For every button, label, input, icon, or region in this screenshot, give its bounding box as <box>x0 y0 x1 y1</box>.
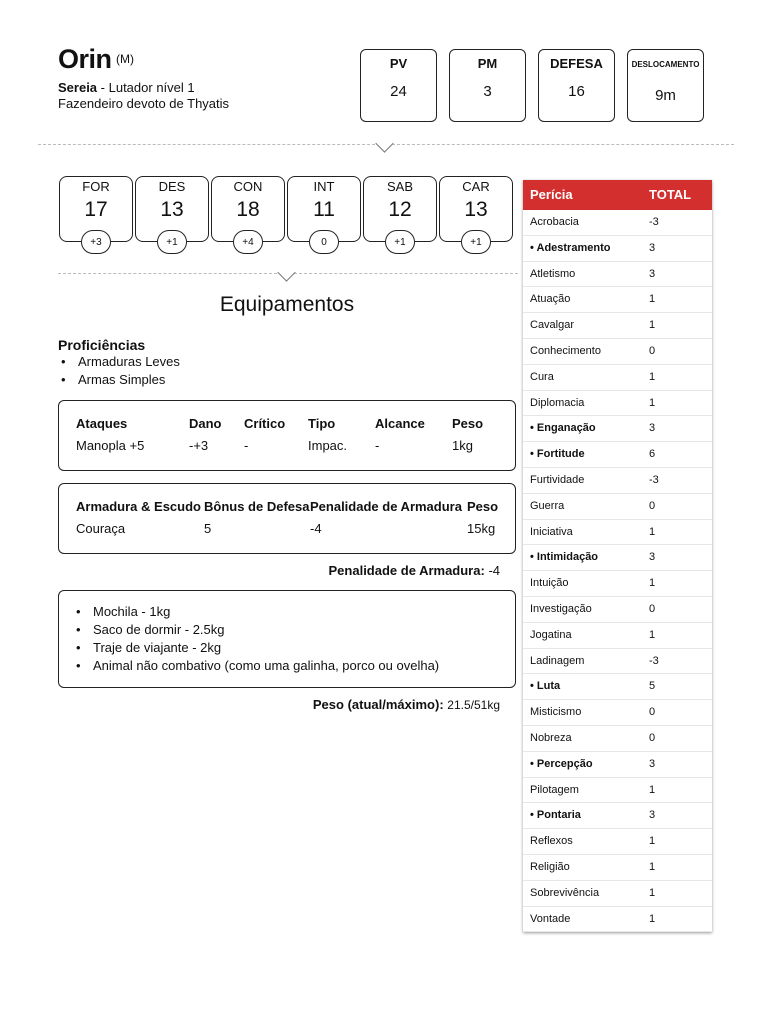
attacks-header: Ataques <box>76 416 128 431</box>
skill-total: 0 <box>649 732 656 744</box>
character-race: Sereia <box>58 80 98 95</box>
table-cell: 15kg <box>467 521 496 536</box>
skill-name: Ladinagem <box>530 654 585 667</box>
table-cell: - <box>244 438 249 453</box>
stat-pv <box>360 49 437 122</box>
skill-name: Furtividade <box>530 474 585 486</box>
table-row <box>523 803 712 829</box>
table-row <box>523 726 712 752</box>
skill-total: 5 <box>649 680 656 693</box>
table-cell: Manopla +5 <box>76 438 145 453</box>
skill-total: 0 <box>649 499 656 512</box>
table-row <box>523 262 712 288</box>
proficiencies-list <box>58 353 180 389</box>
skill-name: Iniciativa <box>530 525 573 538</box>
skill-name: • Adestramento <box>530 241 611 254</box>
skill-total: 3 <box>649 809 656 822</box>
skill-total: 1 <box>649 396 656 409</box>
attribute-label: INT <box>313 179 335 194</box>
armor-penalty-label: Penalidade de Armadura: <box>328 563 485 578</box>
attribute-modifier: +4 <box>233 230 263 254</box>
table-row <box>523 571 712 597</box>
skill-total: 1 <box>649 293 656 306</box>
table-row <box>523 520 712 546</box>
table-row <box>523 700 712 726</box>
table-row <box>523 391 712 417</box>
skill-total: 1 <box>649 525 656 538</box>
table-row <box>523 365 712 391</box>
attribute-label: SAB <box>386 179 413 194</box>
skill-total: 3 <box>649 241 656 254</box>
attribute-car <box>439 176 513 248</box>
attribute-modifier: +3 <box>81 230 111 254</box>
skill-total: -3 <box>649 474 659 486</box>
skills-header-total: TOTAL <box>649 187 692 202</box>
table-row <box>523 829 712 855</box>
skill-name: Cura <box>530 370 554 383</box>
proficiencies-title: Proficiências <box>58 337 146 353</box>
table-row <box>523 597 712 623</box>
skill-name: Jogatina <box>530 628 572 641</box>
chevron-down-icon <box>277 263 295 281</box>
attribute-value: 13 <box>160 198 184 221</box>
attribute-value: 17 <box>84 198 108 221</box>
skill-total: 1 <box>649 861 656 873</box>
equipment-title: Equipamentos <box>219 293 355 316</box>
character-name: Orin <box>58 44 112 74</box>
stat-value: 3 <box>483 83 492 100</box>
skill-total: 1 <box>649 783 656 796</box>
skill-total: 1 <box>649 835 656 848</box>
attribute-modifier: +1 <box>157 230 187 254</box>
table-cell: Impac. <box>308 438 348 453</box>
skill-total: 1 <box>649 628 656 641</box>
stat-label: PV <box>389 56 408 71</box>
skill-name: Vontade <box>530 912 571 925</box>
table-row <box>523 778 712 804</box>
attacks-header: Crítico <box>244 416 286 431</box>
skill-total: 1 <box>649 319 656 332</box>
table-row <box>523 236 712 262</box>
attribute-sab <box>363 176 437 248</box>
skill-total: 1 <box>649 370 656 383</box>
stat-label: PM <box>477 56 498 71</box>
character-origin: Fazendeiro devoto de Thyatis <box>58 96 230 111</box>
skill-name: • Percepção <box>530 757 593 770</box>
stat-pm <box>449 49 526 122</box>
skill-name: Misticismo <box>530 706 582 719</box>
list-item: • Armas Simples <box>58 371 180 389</box>
list-item: • Saco de dormir - 2.5kg <box>73 621 439 639</box>
stat-label: DESLOCAMENTO <box>631 60 700 69</box>
carry-weight <box>313 697 500 712</box>
skill-name: • Enganação <box>530 422 596 435</box>
skill-name: • Fortitude <box>530 448 585 461</box>
skill-total: 1 <box>649 886 656 899</box>
attacks-table <box>58 400 516 471</box>
skill-name: • Intimidação <box>530 551 599 564</box>
stat-value: 9m <box>655 87 676 104</box>
table-cell: -4 <box>310 521 322 536</box>
table-cell: 1kg <box>452 438 473 453</box>
skill-name: Conhecimento <box>530 345 601 357</box>
armor-header: Armadura & Escudo <box>76 499 201 514</box>
attribute-label: DES <box>158 179 186 194</box>
attacks-header: Peso <box>452 416 484 431</box>
skill-name: Investigação <box>530 603 592 615</box>
skill-total: 3 <box>649 422 656 435</box>
table-cell: Couraça <box>76 521 126 536</box>
carry-weight-label: Peso (atual/máximo): <box>312 697 444 712</box>
table-row <box>523 339 712 365</box>
armor-table <box>58 483 516 554</box>
skills-table <box>523 180 712 932</box>
skill-name: Pilotagem <box>530 783 579 796</box>
table-row <box>523 468 712 494</box>
skill-total: 3 <box>649 757 656 770</box>
attacks-header: Tipo <box>308 416 336 431</box>
stat-defesa <box>538 49 615 122</box>
attribute-modifier: +1 <box>461 230 491 254</box>
stat-deslocamento <box>627 49 704 122</box>
table-row <box>523 674 712 700</box>
skill-name: Nobreza <box>530 732 572 744</box>
armor-penalty <box>329 563 500 578</box>
table-row <box>523 545 712 571</box>
skills-header <box>523 180 712 210</box>
table-row <box>523 623 712 649</box>
attacks-header: Alcance <box>375 416 425 431</box>
character-gender: (M) <box>116 52 134 66</box>
skill-total: 0 <box>649 706 656 719</box>
attribute-modifier: +1 <box>385 230 415 254</box>
table-row <box>523 649 712 675</box>
table-row <box>523 442 712 468</box>
skill-total: 6 <box>649 448 656 461</box>
list-item: • Armaduras Leves <box>58 353 180 371</box>
table-row <box>523 907 712 933</box>
attribute-value: 11 <box>313 198 335 221</box>
table-row <box>523 210 712 236</box>
stat-value: 24 <box>390 83 407 100</box>
skill-total: 3 <box>649 551 656 564</box>
skill-name: Religião <box>530 861 570 873</box>
attribute-des <box>135 176 209 248</box>
table-cell: -+3 <box>189 438 209 453</box>
skill-name: Guerra <box>530 499 565 512</box>
attribute-label: FOR <box>82 179 110 194</box>
table-row <box>523 752 712 778</box>
skill-total: 1 <box>649 912 656 925</box>
chevron-down-icon <box>375 134 393 152</box>
attribute-value: 12 <box>388 198 412 221</box>
items-panel <box>58 590 516 688</box>
skill-total: 0 <box>649 603 656 615</box>
items-list <box>73 603 439 675</box>
skill-total: -3 <box>649 216 659 228</box>
skill-name: Atletismo <box>530 267 576 280</box>
armor-header: Peso <box>467 499 499 514</box>
armor-header: Bônus de Defesa <box>204 499 310 514</box>
attacks-header: Dano <box>189 416 222 431</box>
skill-name: Diplomacia <box>530 396 585 409</box>
table-row <box>523 855 712 881</box>
attribute-value: 18 <box>236 198 260 221</box>
armor-penalty-value: -4 <box>488 563 500 578</box>
character-race-class <box>58 80 195 95</box>
table-cell: - <box>375 438 380 453</box>
skill-name: • Luta <box>530 680 561 693</box>
skill-name: • Pontaria <box>530 809 581 822</box>
attribute-con <box>211 176 285 248</box>
list-item: • Mochila - 1kg <box>73 603 439 621</box>
attribute-modifier: 0 <box>309 230 339 254</box>
list-item: • Animal não combativo (como uma galinha, porco ou ovelha) <box>73 657 439 675</box>
skill-name: Sobrevivência <box>530 886 600 899</box>
attribute-for <box>59 176 133 248</box>
carry-weight-value: 21.5/51kg <box>447 698 500 712</box>
stat-value: 16 <box>568 83 585 100</box>
skills-header-name: Perícia <box>530 187 573 202</box>
skill-name: Intuição <box>530 577 569 590</box>
attribute-int <box>287 176 361 248</box>
attribute-label: CAR <box>462 179 490 194</box>
skill-total: -3 <box>649 654 659 667</box>
table-cell: 5 <box>204 521 212 536</box>
skill-name: Atuação <box>530 293 571 306</box>
armor-header: Penalidade de Armadura <box>310 499 462 514</box>
skill-total: 0 <box>649 345 656 357</box>
stat-label: DEFESA <box>550 56 603 71</box>
skill-total: 1 <box>649 577 656 590</box>
table-row <box>523 881 712 907</box>
table-row <box>523 313 712 339</box>
skill-name: Acrobacia <box>530 216 579 228</box>
table-row <box>523 287 712 313</box>
skill-name: Reflexos <box>530 835 573 848</box>
attribute-value: 13 <box>464 198 488 221</box>
character-class: - Lutador nível 1 <box>100 80 195 95</box>
skill-name: Cavalgar <box>530 319 575 332</box>
attribute-label: CON <box>233 179 263 194</box>
table-row <box>523 494 712 520</box>
skill-total: 3 <box>649 267 656 280</box>
list-item: • Traje de viajante - 2kg <box>73 639 439 657</box>
table-row <box>523 416 712 442</box>
